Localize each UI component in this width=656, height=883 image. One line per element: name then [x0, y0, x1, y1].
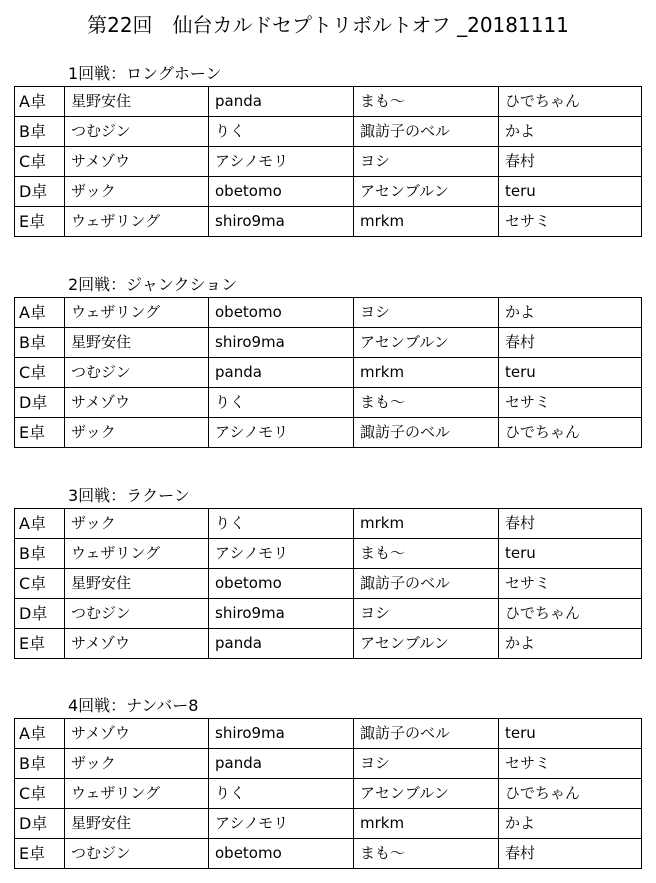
table-row: [15, 509, 642, 539]
player-cell: 春村: [499, 509, 642, 539]
player-cell: 春村: [499, 147, 642, 177]
round-4-section: [14, 696, 642, 869]
table-row: [15, 418, 642, 448]
page-title: 第22回 仙台カルドセプトリボルトオフ _20181111: [87, 13, 569, 37]
player-cell: アセンブルン: [354, 177, 499, 207]
table-row: [15, 147, 642, 177]
player-cell: shiro9ma: [209, 207, 354, 237]
table-row: [15, 779, 642, 809]
table-row: [15, 839, 642, 869]
player-cell: つむジン: [65, 358, 209, 388]
player-cell: teru: [499, 539, 642, 569]
table-id-cell: B卓: [15, 749, 65, 779]
player-cell: サメゾウ: [65, 719, 209, 749]
table-row: [15, 328, 642, 358]
round-3-section: [14, 486, 642, 659]
player-cell: 星野安住: [65, 87, 209, 117]
player-cell: 星野安住: [65, 569, 209, 599]
player-cell: 星野安住: [65, 809, 209, 839]
player-cell: ザック: [65, 749, 209, 779]
player-cell: りく: [209, 388, 354, 418]
player-cell: ヨシ: [354, 298, 499, 328]
player-cell: ヨシ: [354, 147, 499, 177]
player-cell: まも～: [354, 839, 499, 869]
table-row: [15, 87, 642, 117]
table-id-cell: E卓: [15, 418, 65, 448]
player-cell: つむジン: [65, 599, 209, 629]
player-cell: ヨシ: [354, 749, 499, 779]
round-2-section: [14, 275, 642, 448]
player-cell: まも～: [354, 388, 499, 418]
table-row: [15, 177, 642, 207]
player-cell: ウェザリング: [65, 207, 209, 237]
player-cell: obetomo: [209, 569, 354, 599]
player-cell: obetomo: [209, 298, 354, 328]
player-cell: ひでちゃん: [499, 87, 642, 117]
round-1-table: [14, 86, 642, 237]
table-id-cell: D卓: [15, 809, 65, 839]
player-cell: ウェザリング: [65, 779, 209, 809]
player-cell: サメゾウ: [65, 147, 209, 177]
round-4-table: [14, 718, 642, 869]
player-cell: ウェザリング: [65, 298, 209, 328]
player-cell: アセンブルン: [354, 328, 499, 358]
table-id-cell: A卓: [15, 298, 65, 328]
player-cell: かよ: [499, 117, 642, 147]
player-cell: mrkm: [354, 509, 499, 539]
player-cell: obetomo: [209, 177, 354, 207]
player-cell: teru: [499, 177, 642, 207]
table-row: [15, 719, 642, 749]
table-id-cell: E卓: [15, 629, 65, 659]
player-cell: 春村: [499, 328, 642, 358]
table-row: [15, 809, 642, 839]
table-row: [15, 569, 642, 599]
player-cell: panda: [209, 87, 354, 117]
player-cell: アセンブルン: [354, 779, 499, 809]
player-cell: ウェザリング: [65, 539, 209, 569]
table-row: [15, 539, 642, 569]
table-row: [15, 629, 642, 659]
table-row: [15, 117, 642, 147]
player-cell: かよ: [499, 629, 642, 659]
player-cell: 諏訪子のベル: [354, 569, 499, 599]
player-cell: まも～: [354, 87, 499, 117]
round-heading: 3回戦：ラクーン: [68, 486, 190, 505]
player-cell: まも～: [354, 539, 499, 569]
player-cell: teru: [499, 719, 642, 749]
table-id-cell: D卓: [15, 388, 65, 418]
player-cell: ザック: [65, 177, 209, 207]
player-cell: ザック: [65, 509, 209, 539]
player-cell: ひでちゃん: [499, 418, 642, 448]
player-cell: shiro9ma: [209, 719, 354, 749]
round-2-table: [14, 297, 642, 448]
player-cell: panda: [209, 358, 354, 388]
round-heading: 2回戦：ジャンクション: [68, 275, 238, 294]
player-cell: アセンブルン: [354, 629, 499, 659]
table-id-cell: E卓: [15, 207, 65, 237]
table-id-cell: A卓: [15, 719, 65, 749]
player-cell: 諏訪子のベル: [354, 117, 499, 147]
player-cell: teru: [499, 358, 642, 388]
player-cell: アシノモリ: [209, 539, 354, 569]
player-cell: obetomo: [209, 839, 354, 869]
player-cell: ザック: [65, 418, 209, 448]
table-id-cell: A卓: [15, 509, 65, 539]
player-cell: セサミ: [499, 388, 642, 418]
table-id-cell: B卓: [15, 117, 65, 147]
player-cell: セサミ: [499, 749, 642, 779]
player-cell: 諏訪子のベル: [354, 418, 499, 448]
player-cell: panda: [209, 749, 354, 779]
player-cell: shiro9ma: [209, 599, 354, 629]
round-heading: 1回戦：ロングホーン: [68, 64, 222, 83]
player-cell: りく: [209, 779, 354, 809]
table-id-cell: C卓: [15, 147, 65, 177]
player-cell: つむジン: [65, 117, 209, 147]
player-cell: かよ: [499, 298, 642, 328]
player-cell: セサミ: [499, 569, 642, 599]
table-id-cell: C卓: [15, 779, 65, 809]
player-cell: アシノモリ: [209, 809, 354, 839]
player-cell: セサミ: [499, 207, 642, 237]
player-cell: panda: [209, 629, 354, 659]
table-row: [15, 298, 642, 328]
player-cell: ヨシ: [354, 599, 499, 629]
player-cell: アシノモリ: [209, 147, 354, 177]
table-id-cell: D卓: [15, 177, 65, 207]
player-cell: 星野安住: [65, 328, 209, 358]
table-row: [15, 207, 642, 237]
player-cell: mrkm: [354, 358, 499, 388]
table-id-cell: D卓: [15, 599, 65, 629]
player-cell: サメゾウ: [65, 388, 209, 418]
table-id-cell: B卓: [15, 328, 65, 358]
player-cell: mrkm: [354, 207, 499, 237]
player-cell: りく: [209, 117, 354, 147]
table-row: [15, 388, 642, 418]
player-cell: サメゾウ: [65, 629, 209, 659]
table-id-cell: C卓: [15, 358, 65, 388]
round-3-table: [14, 508, 642, 659]
player-cell: アシノモリ: [209, 418, 354, 448]
player-cell: shiro9ma: [209, 328, 354, 358]
player-cell: 諏訪子のベル: [354, 719, 499, 749]
player-cell: つむジン: [65, 839, 209, 869]
player-cell: かよ: [499, 809, 642, 839]
player-cell: 春村: [499, 839, 642, 869]
player-cell: りく: [209, 509, 354, 539]
table-id-cell: A卓: [15, 87, 65, 117]
table-id-cell: E卓: [15, 839, 65, 869]
round-1-section: [14, 64, 642, 237]
table-row: [15, 749, 642, 779]
table-row: [15, 358, 642, 388]
player-cell: mrkm: [354, 809, 499, 839]
round-heading: 4回戦：ナンバー8: [68, 696, 199, 715]
table-id-cell: B卓: [15, 539, 65, 569]
table-row: [15, 599, 642, 629]
player-cell: ひでちゃん: [499, 599, 642, 629]
table-id-cell: C卓: [15, 569, 65, 599]
player-cell: ひでちゃん: [499, 779, 642, 809]
